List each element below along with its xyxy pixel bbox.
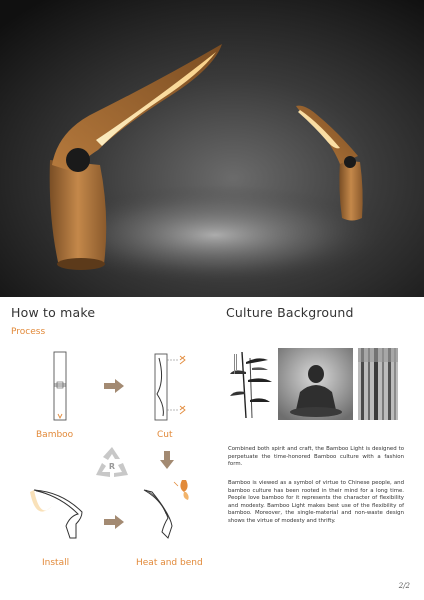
meditating-monk-image — [278, 348, 353, 420]
culture-paragraph-intro: Combined both spirit and craft, the Bamboo Light is designed to perpetuate the time-honored Bamboo culture with a fashion form. — [228, 446, 404, 468]
step-bamboo-label: Bamboo — [36, 430, 74, 440]
page-number: 2/2 — [398, 582, 410, 590]
installed-lamp-illustration — [30, 482, 90, 544]
step-cut-label: Cut — [157, 430, 173, 440]
culture-paragraph-symbol: Bamboo is viewed as a symbol of virtue to Chinese people, and bamboo culture has been rooted in their mind for a long time. People love bamboo for it represents the character of flexibility and modesty. Bamboo Light makes best use of the flexibility of bamboo. Moreover, the single-material and non-waste design shows the virtue of modesty and thrifty. — [228, 480, 404, 524]
hero-lamp-render — [0, 0, 424, 297]
arrow-down-icon — [160, 451, 174, 469]
arrow-right-icon — [104, 379, 124, 393]
culture-background-title: Culture Background — [226, 305, 354, 320]
recycle-letter: R — [108, 462, 116, 471]
cut-bamboo-illustration — [145, 350, 195, 426]
process-subtitle: Process — [11, 327, 46, 337]
bamboo-forest-image — [358, 348, 398, 420]
bamboo-ink-painting-image — [228, 348, 276, 420]
step-heat-and-bend-label: Heat and bend — [136, 558, 203, 568]
bamboo-tube-illustration — [40, 352, 80, 424]
lamp-render-image — [0, 0, 424, 297]
recycle-icon — [92, 445, 132, 483]
heat-and-bend-illustration — [138, 478, 202, 544]
how-to-make-title: How to make — [11, 305, 96, 320]
arrow-right-icon — [104, 515, 124, 529]
step-install-label: Install — [42, 558, 70, 568]
